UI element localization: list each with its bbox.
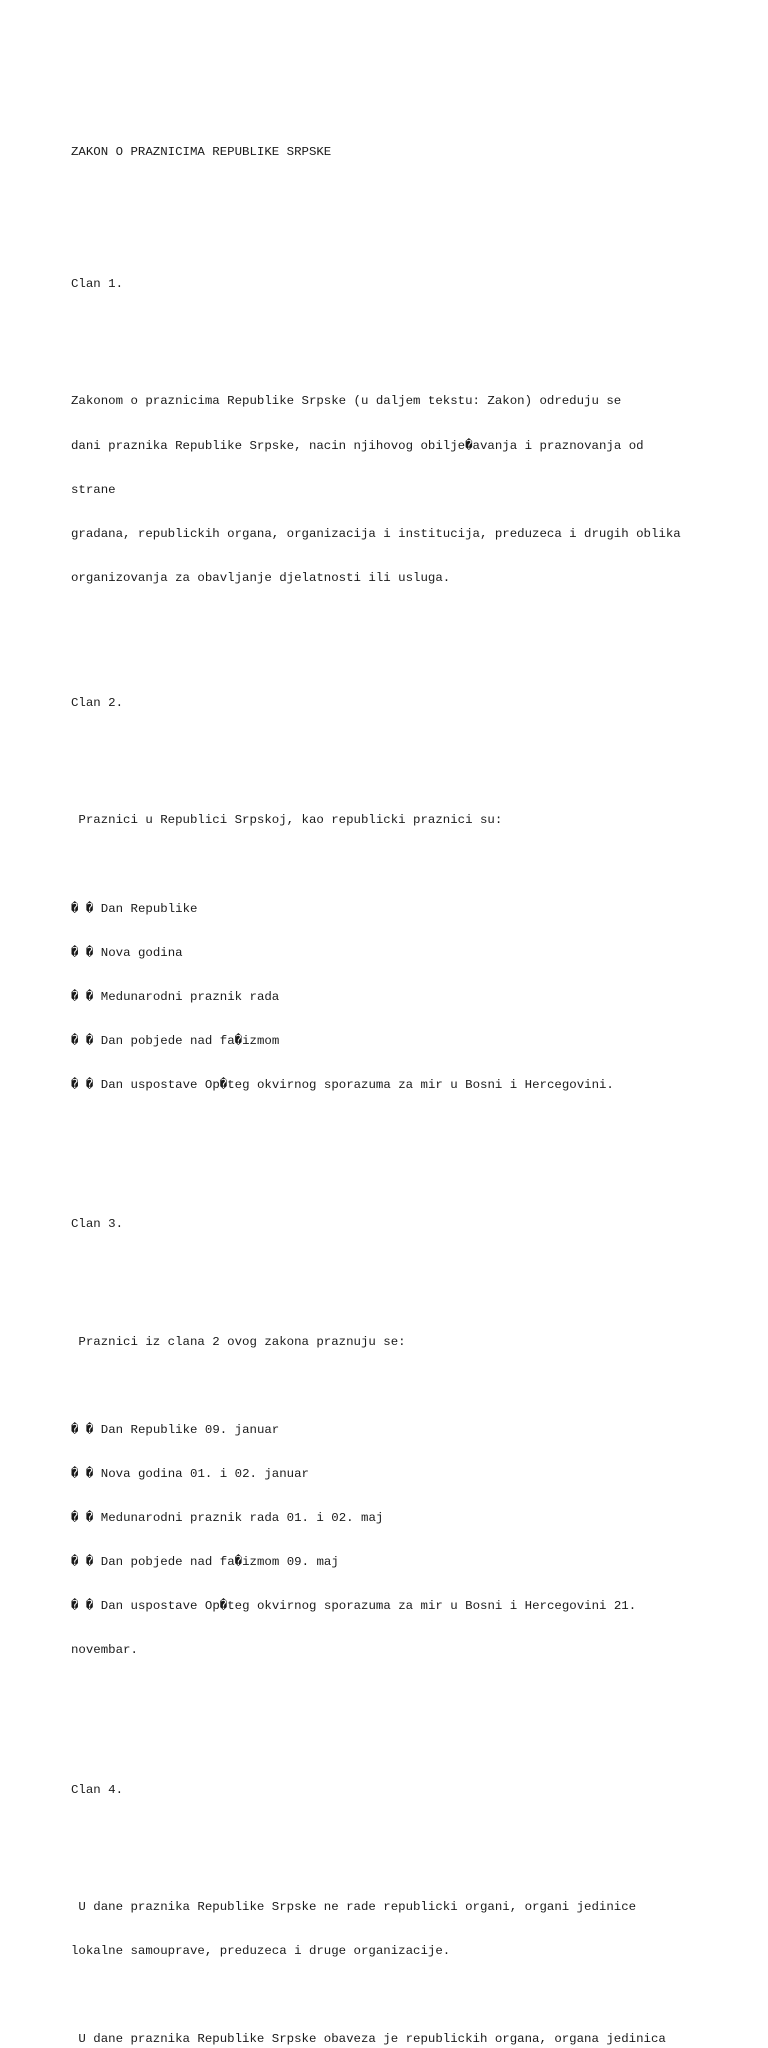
clan-3-heading: Clan 3.: [71, 1217, 124, 1232]
clan-3-list-item: � � Dan uspostave Op�teg okvirnog sporazuma za mir u Bosni i Hercegovini 21.: [71, 1599, 637, 1614]
clan-3-intro: Praznici iz clana 2 ovog zakona praznuju se:: [71, 1334, 406, 1349]
clan-2-heading: Clan 2.: [71, 695, 124, 710]
clan-1-line: gradana, republickih organa, organizacija i institucija, preduzeca i drugih oblika: [71, 526, 681, 541]
clan-2-list-item: � � Nova godina: [71, 945, 183, 960]
clan-1-line: organizovanja za obavljanje djelatnosti ili usluga.: [71, 570, 451, 585]
clan-2-list-item: � � Dan pobjede nad fa�izmom: [71, 1033, 280, 1048]
clan-1-line: dani praznika Republike Srpske, nacin njihovog obilje�avanja i praznovanja od: [71, 438, 644, 453]
clan-1-heading: Clan 1.: [71, 276, 124, 291]
clan-1-line: Zakonom o praznicima Republike Srpske (u daljem tekstu: Zakon) odreduju se: [71, 394, 622, 409]
clan-3-list-item: novembar.: [71, 1643, 138, 1658]
clan-3-list-item: � � Dan pobjede nad fa�izmom 09. maj: [71, 1555, 339, 1570]
clan-2-intro: Praznici u Republici Srpskoj, kao republicki praznici su:: [71, 813, 503, 828]
clan-1-line: strane: [71, 482, 116, 497]
clan-4-paragraph-line: U dane praznika Republike Srpske obaveza je republickih organa, organa jedinica: [71, 2032, 666, 2047]
clan-4-paragraph-line: lokalne samouprave, preduzeca i druge organizacije.: [71, 1944, 451, 1959]
clan-2-list-item: � � Medunarodni praznik rada: [71, 989, 280, 1004]
clan-3-list-item: � � Nova godina 01. i 02. januar: [71, 1467, 309, 1482]
clan-4-paragraph-line: U dane praznika Republike Srpske ne rade republicki organi, organi jedinice: [71, 1900, 637, 1915]
document-title: ZAKON O PRAZNICIMA REPUBLIKE SRPSKE: [71, 145, 332, 160]
clan-3-list-item: � � Dan Republike 09. januar: [71, 1422, 280, 1437]
clan-2-list-item: � � Dan uspostave Op�teg okvirnog sporazuma za mir u Bosni i Hercegovini.: [71, 1078, 614, 1093]
document-page: [71, 101, 761, 2048]
clan-4-heading: Clan 4.: [71, 1782, 124, 1797]
clan-3-list-item: � � Medunarodni praznik rada 01. i 02. maj: [71, 1511, 384, 1526]
clan-2-list-item: � � Dan Republike: [71, 901, 198, 916]
